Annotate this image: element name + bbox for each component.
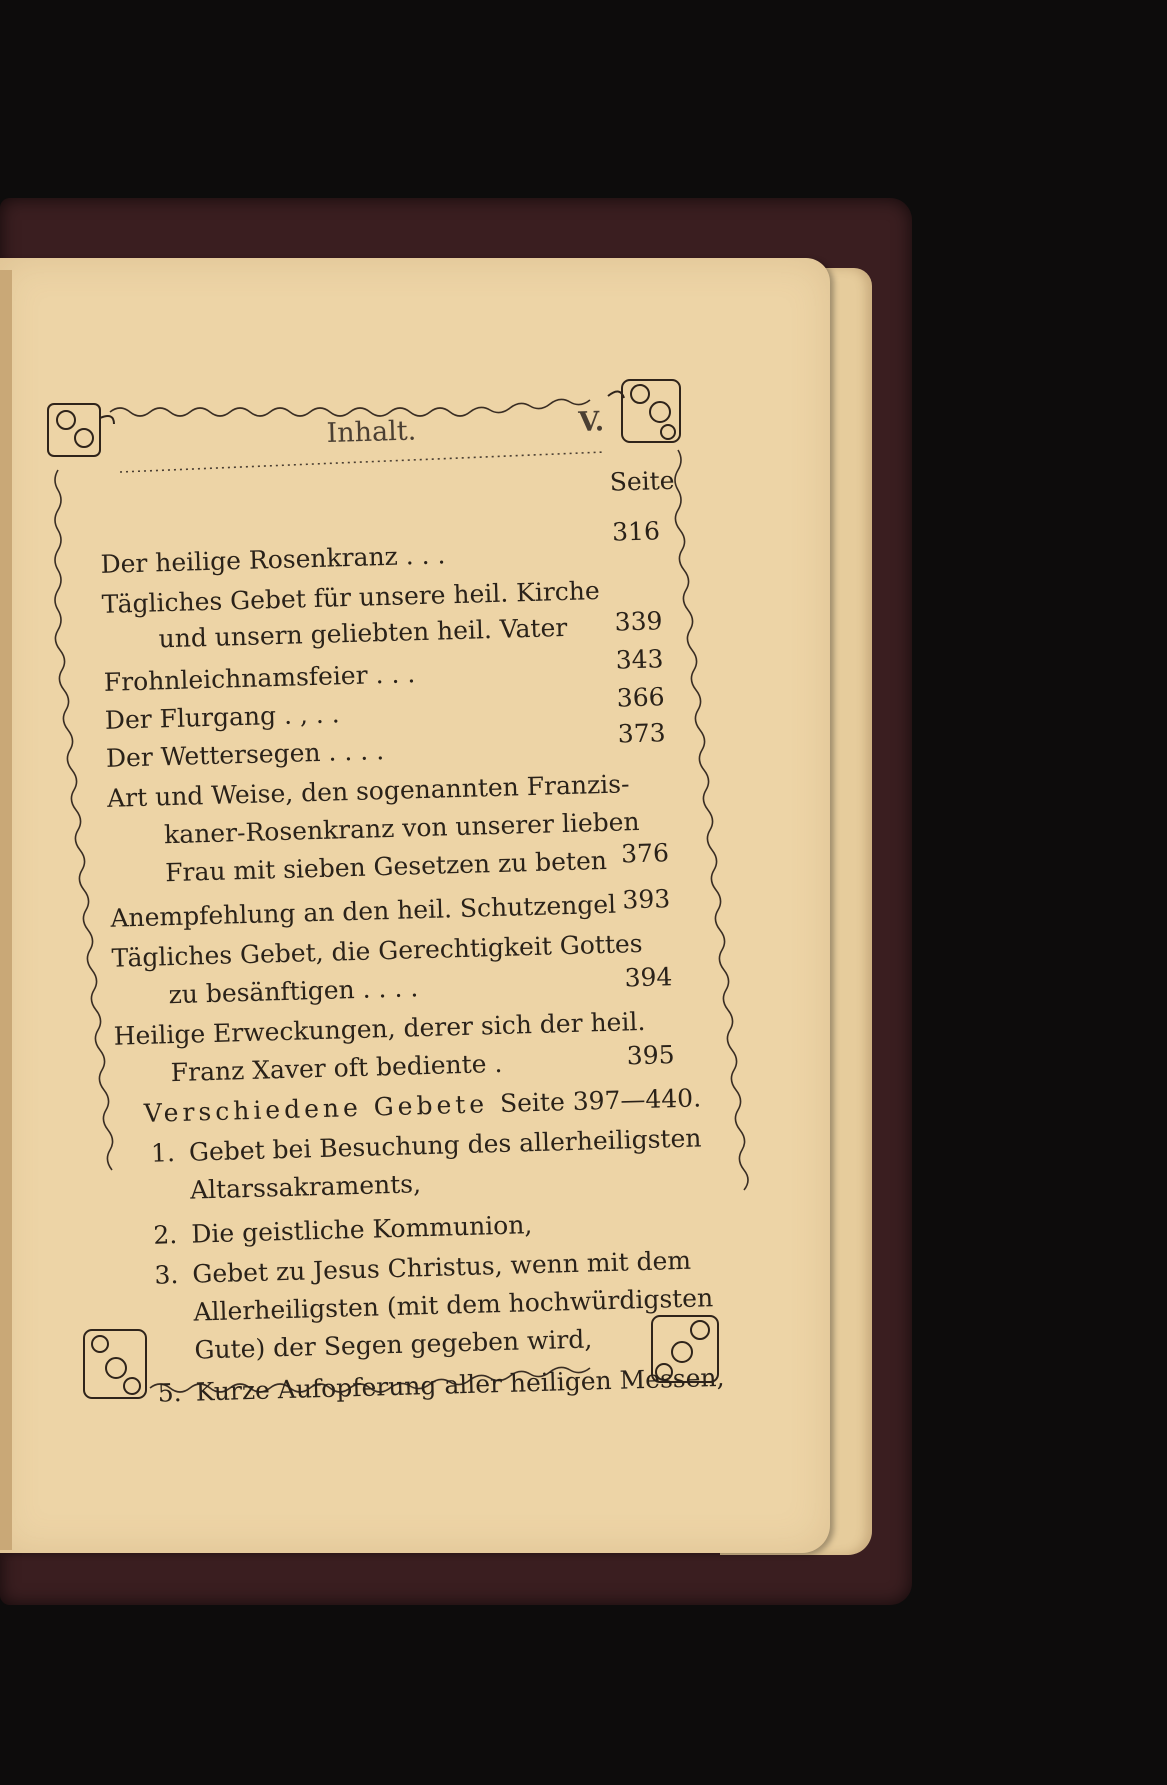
header-rule [120,452,605,472]
entry-title-cont: kaner-Rosenkranz von unserer lieben [163,806,640,850]
corner-ornament-top-right [608,380,680,442]
entry-page: 393 [622,884,671,915]
entry-title: Der Wettersegen . . . . [105,736,385,773]
section-range: Seite 397—440. [499,1083,702,1118]
header-page-number: V. [577,406,605,438]
entry-title: Tägliches Gebet für unsere heil. Kirche [101,576,601,619]
header-title: Inhalt. [326,415,417,450]
list-item-number: 2. [152,1220,178,1250]
entry-page: 339 [614,606,663,637]
list-item-number: 5. [157,1378,183,1408]
entry-page: 366 [616,682,665,713]
entry-title: Art und Weise, den sogenannten Franzis- [106,769,630,813]
corner-ornament-bottom-left [84,1330,146,1398]
entry-title: Der Flurgang . , . . [104,699,340,735]
entry-page: 395 [626,1040,675,1071]
section-title: Verschiedene Gebete [143,1089,489,1128]
entry-page: 394 [624,962,673,993]
entry-page: 316 [611,516,661,547]
frame-top-wave [110,399,590,416]
list-item-text-cont: Altarssakraments, [189,1169,422,1205]
entry-page: 376 [620,838,670,869]
entry-title: Anempfehlung an den heil. Schutzengel [110,889,617,933]
list-item-text: Kurze Aufopferung aller heiligen Messen, [195,1362,725,1407]
entry-title-cont: und unsern geliebten heil. Vater [158,612,568,654]
list-item-text: Gebet zu Jesus Christus, wenn mit dem [192,1245,692,1289]
entry-title-cont: zu besänftigen . . . . [168,973,419,1010]
entry-title-cont: Frau mit sieben Gesetzen zu beten [164,845,608,888]
list-item-text: Gebet bei Besuchung des allerheiligsten [188,1123,702,1167]
seite-column-label: Seite [609,465,675,497]
entry-title-cont: Franz Xaver oft bediente . [170,1048,503,1088]
entry-title: Der heilige Rosenkranz . . . [100,540,446,579]
list-item-number: 1. [150,1138,176,1168]
list-item-number: 3. [154,1260,179,1290]
entry-page: 373 [617,718,666,749]
entry-page: 343 [615,644,664,675]
entry-title: Tägliches Gebet, die Gerechtigkeit Gottes [111,928,643,973]
frame-right-wave [675,450,748,1190]
corner-ornament-top-left [48,404,114,456]
list-item-text-cont: Allerheiligsten (mit dem hochwürdigsten [193,1283,714,1327]
entry-title: Frohnleichnamsfeier . . . [103,659,416,697]
list-item-text: Die geistliche Kommunion, [190,1210,533,1249]
list-item-text-cont: Gute) der Segen gegeben wird, [194,1324,593,1365]
entry-title: Heilige Erweckungen, derer sich der heil. [113,1006,646,1051]
